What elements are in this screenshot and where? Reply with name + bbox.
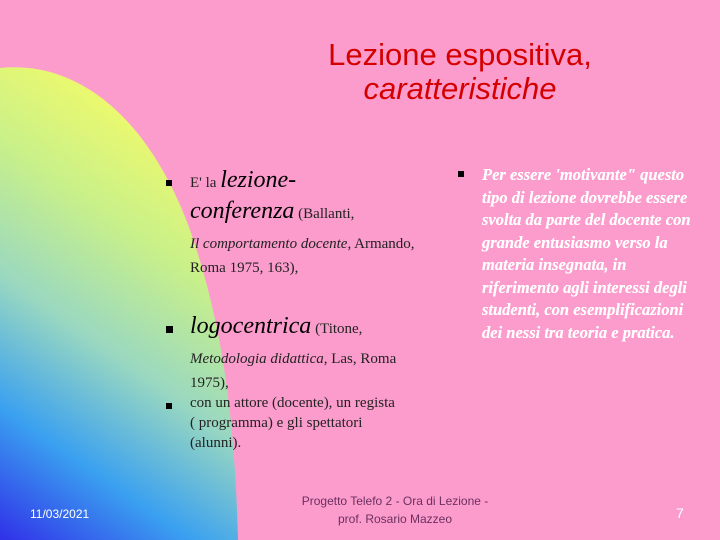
- item1-tail: (Ballanti,: [294, 206, 355, 222]
- footer-line-2: prof. Rosario Mazzeo: [337, 512, 453, 526]
- item1-citation-italic: Il comportamento docente: [190, 236, 348, 252]
- bullet-1: [166, 180, 172, 186]
- title-line-2: caratteristiche: [363, 71, 557, 106]
- title-line-1: Lezione espositiva,: [328, 37, 592, 72]
- item2-big: logocentrica: [190, 313, 312, 339]
- item1-prefix: E' la: [190, 175, 221, 191]
- bullet-2: [166, 326, 173, 333]
- page-number: 7: [676, 505, 684, 521]
- footer-line-1: Progetto Telefo 2 - Ora di Lezione -: [301, 494, 489, 508]
- left-item-2: [190, 312, 420, 395]
- slide-title: [200, 38, 720, 106]
- footer-center: [280, 492, 510, 528]
- footer-date: 11/03/2021: [30, 507, 90, 521]
- item2-tail: (Titone,: [311, 321, 363, 337]
- item2-citation-rest: , Las, Roma 1975),: [190, 351, 397, 391]
- item1-big-b: conferenza: [190, 198, 295, 224]
- left-item-1: [190, 166, 420, 280]
- item1-big-a: lezione-: [220, 167, 297, 193]
- right-column-text: Per essere 'motivante" questo tipo di lezione dovrebbe essere svolta da parte del docente con grande entusiasmo verso la materia insegnata, in riferimento agli interessi degli studenti, con esemplificazioni dei nessi tra teoria e pratica.: [482, 165, 691, 342]
- item1-citation-rest: , Armando, Roma 1975, 163),: [190, 236, 415, 276]
- item2-citation-italic: Metodologia didattica: [190, 351, 324, 367]
- bullet-right: [458, 171, 464, 177]
- bullet-3: [166, 403, 172, 409]
- left-item-3: con un attore (docente), un regista ( programma) e gli spettatori (alunni).: [190, 395, 395, 451]
